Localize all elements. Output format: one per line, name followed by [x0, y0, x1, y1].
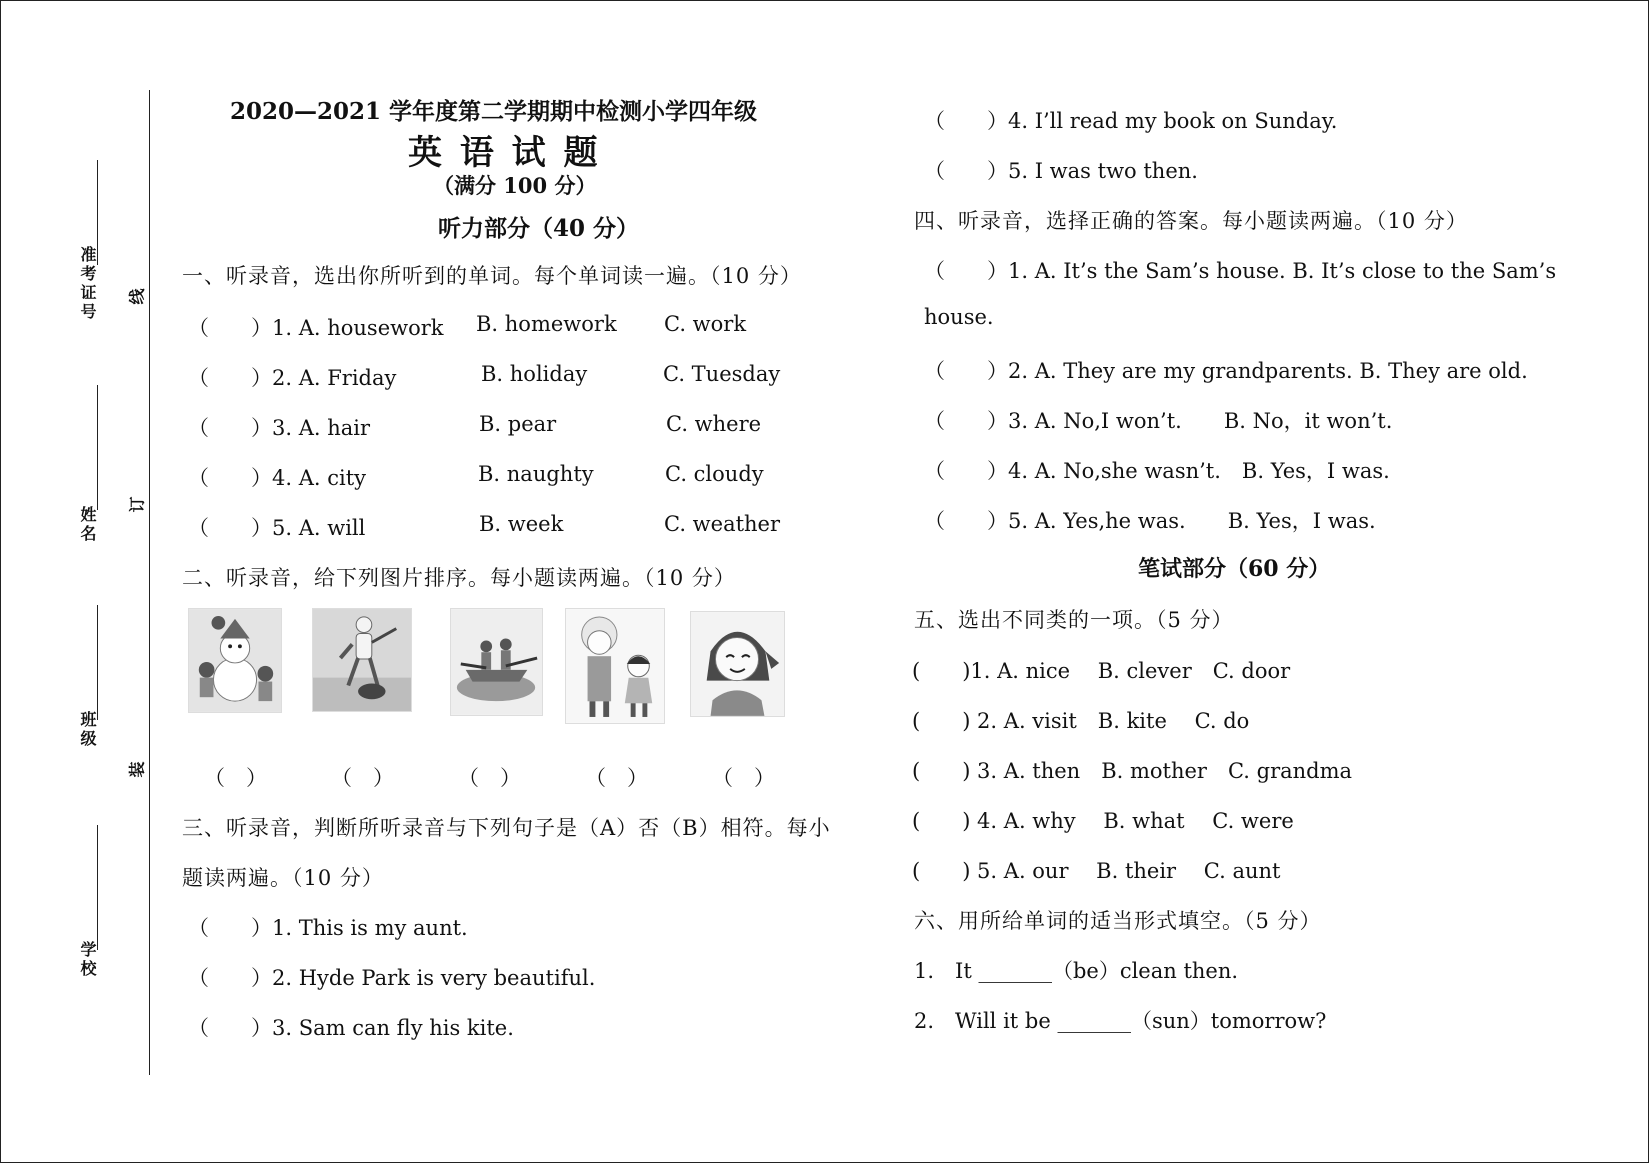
section1-item-1-c: C. work [664, 312, 747, 336]
section1-item-5-stem: （ ）5. A. will [188, 516, 366, 540]
section1-item-4-stem: （ ）4. A. city [188, 466, 367, 490]
full-marks: （满分 100 分） [433, 173, 597, 198]
section5-heading: 五、选出不同类的一项。（5 分） [914, 608, 1234, 632]
section1-item-2-b: B. holiday [481, 362, 588, 386]
section5-item-5: ( ) 5. A. our B. their C. aunt [912, 859, 1281, 883]
class-label: 班级 [80, 710, 97, 748]
exam-title-line1: 2020—2021 学年度第二学期期中检测小学四年级 [230, 98, 758, 125]
section4-heading: 四、听录音，选择正确的答案。每小题读两遍。（10 分） [914, 209, 1468, 233]
section3-item-4: （ ）4. I’ll read my book on Sunday. [924, 109, 1338, 133]
section1-item-4-b: B. naughty [478, 462, 594, 486]
school-underline [97, 825, 98, 950]
section1-item-3-stem: （ ）3. A. hair [188, 416, 371, 440]
binding-line [149, 90, 150, 1075]
section6-heading: 六、用所给单词的适当形式填空。（5 分） [914, 909, 1322, 933]
boat-rowing-picture [450, 608, 543, 716]
section3-item-1: （ ）1. This is my aunt. [188, 916, 468, 940]
exam-title-line2: 英 语 试 题 [408, 133, 601, 173]
snowman-picture [188, 608, 282, 713]
section3-heading-line1: 三、听录音，判断所听录音与下列句子是（A）否（B）相符。每小 [182, 816, 831, 840]
section6-item-1: 1. It _______（be）clean then. [914, 959, 1239, 983]
listening-part-heading: 听力部分（40 分） [438, 215, 640, 242]
section4-item-3: （ ）3. A. No,I won’t. B. No，it won’t. [924, 409, 1393, 433]
section1-item-2-stem: （ ）2. A. Friday [188, 366, 397, 390]
section6-item-2: 2. Will it be _______（sun）tomorrow? [914, 1009, 1327, 1033]
name-label: 姓名 [80, 505, 97, 543]
exam-number-underline [97, 160, 98, 265]
section3-item-5: （ ）5. I was two then. [924, 159, 1198, 183]
section3-heading-line2: 题读两遍。（10 分） [182, 866, 384, 890]
section1-item-3-b: B. pear [479, 412, 557, 436]
section1-item-5-b: B. week [479, 512, 564, 536]
section4-item-1-line2: house. [924, 305, 994, 329]
name-underline [97, 385, 98, 510]
section4-item-4: （ ）4. A. No,she wasn’t. B. Yes，I was. [924, 459, 1390, 483]
exam-number-label: 准考证号 [80, 245, 97, 321]
section2-blank-1[interactable]: （ ） [204, 766, 267, 790]
section5-item-3: ( ) 3. A. then B. mother C. grandma [912, 759, 1353, 783]
school-label: 学校 [80, 940, 97, 978]
section4-item-5: （ ）5. A. Yes,he was. B. Yes，I was. [924, 509, 1376, 533]
smiling-girl-picture [690, 611, 785, 717]
section5-item-2: ( ) 2. A. visit B. kite C. do [912, 709, 1250, 733]
binding-char-staple: 订 [127, 496, 147, 513]
section1-item-1-b: B. homework [476, 312, 617, 336]
section1-item-1-stem: （ ）1. A. housework [188, 316, 444, 340]
class-underline [97, 605, 98, 720]
section1-item-3-c: C. where [666, 412, 762, 436]
section5-item-4: ( ) 4. A. why B. what C. were [912, 809, 1294, 833]
binding-char-bind: 装 [127, 761, 147, 778]
section1-item-4-c: C. cloudy [665, 462, 764, 486]
section3-item-2: （ ）2. Hyde Park is very beautiful. [188, 966, 596, 990]
section2-heading: 二、听录音，给下列图片排序。每小题读两遍。（10 分） [182, 566, 736, 590]
section1-item-2-c: C. Tuesday [663, 362, 781, 386]
section2-blank-5[interactable]: （ ） [712, 766, 775, 790]
robot-vacuum-picture [312, 608, 412, 712]
binding-char-line: 线 [127, 288, 147, 305]
written-part-heading: 笔试部分（60 分） [1138, 556, 1331, 582]
section1-heading: 一、听录音，选出你所听到的单词。每个单词读一遍。（10 分） [182, 264, 802, 288]
section1-item-5-c: C. weather [664, 512, 781, 536]
section4-item-1-line1: （ ）1. A. It’s the Sam’s house. B. It’s close to the Sam’s [924, 259, 1557, 283]
section3-item-3: （ ）3. Sam can fly his kite. [188, 1016, 514, 1040]
section2-blank-4[interactable]: （ ） [585, 766, 648, 790]
section4-item-2: （ ）2. A. They are my grandparents. B. They are old. [924, 359, 1528, 383]
section2-blank-2[interactable]: （ ） [331, 766, 394, 790]
grandma-girl-picture [565, 608, 665, 724]
section2-blank-3[interactable]: （ ） [458, 766, 521, 790]
section5-item-1: ( )1. A. nice B. clever C. door [912, 659, 1291, 683]
